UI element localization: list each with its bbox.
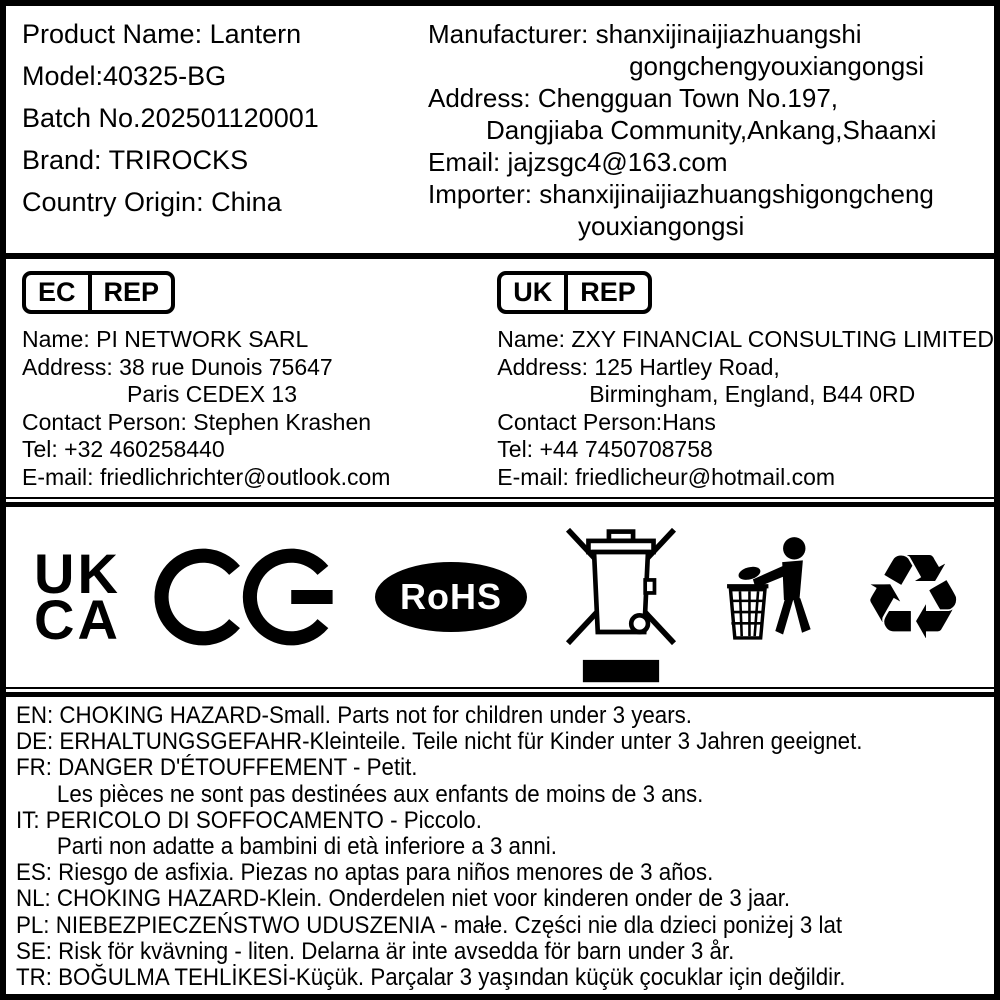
uk-rep-address-line1: Address: 125 Hartley Road,: [497, 353, 780, 380]
warning-line-es: ES: Riesgo de asfixia. Piezas no aptas para niños menores de 3 años.: [16, 859, 714, 887]
warning-line-de: DE: ERHALTUNGSGEFAHR-Kleinteile. Teile nicht für Kinder unter 3 Jahren geeignet.: [16, 728, 863, 756]
uk-rep-name: Name: ZXY FINANCIAL CONSULTING LIMITED: [497, 326, 994, 352]
warning-line-fr-2: Les pièces ne sont pas destinées aux enfants de moins de 3 ans.: [56, 780, 704, 808]
ec-rep-name: Name: PI NETWORK SARL: [22, 326, 309, 352]
importer-line2: youxiangongsi: [578, 211, 745, 241]
product-info-left-column: [6, 6, 422, 253]
rohs-mark-icon: [375, 562, 527, 632]
ec-rep-email: E-mail: friedlichrichter@outlook.com: [22, 463, 391, 490]
tidy-man-icon: [715, 528, 827, 666]
ec-rep-badge-icon: [22, 271, 175, 314]
warning-line-fr-1: FR: DANGER D'ÉTOUFFEMENT - Petit.: [16, 754, 418, 782]
product-info-section: [6, 6, 994, 253]
representatives-section: [6, 259, 994, 497]
section-divider: [6, 497, 994, 507]
product-name: Product Name: Lantern: [22, 19, 302, 49]
certification-marks-section: [6, 507, 994, 687]
warning-line-it-2: Parti non adatte a bambini di età inferiore a 3 anni.: [56, 833, 557, 861]
uk-rep-contact: Contact Person:Hans: [497, 408, 716, 435]
product-model: Model:40325-BG: [22, 61, 227, 91]
warning-line-tr: TR: BOĞULMA TEHLİKESİ-Küçük. Parçalar 3 yaşından küçük çocuklar için değildir.: [16, 964, 846, 992]
country-origin: Country Origin: China: [22, 187, 282, 217]
uk-rep-address-line2: Birmingham, England, B44 0RD: [589, 381, 916, 407]
uk-rep-tel: Tel: +44 7450708758: [497, 436, 713, 462]
ec-rep-block: [6, 259, 487, 497]
ec-rep-address-line1: Address: 38 rue Dunois 75647: [22, 353, 333, 380]
warning-line-it-1: IT: PERICOLO DI SOFFOCAMENTO - Piccolo.: [16, 806, 482, 834]
ukca-line1: UK: [34, 542, 121, 605]
batch-number: Batch No.202501120001: [22, 103, 319, 133]
uk-rep-badge-right: REP: [580, 277, 636, 307]
manufacturer-line2: gongchengyouxiangongsi: [629, 51, 924, 81]
uk-rep-block: [487, 259, 994, 497]
ce-mark-icon: [154, 538, 342, 656]
ukca-mark-icon: [34, 542, 121, 651]
warning-line-en: EN: CHOKING HAZARD-Small. Parts not for children under 3 years.: [16, 702, 693, 729]
manufacturer-email: Email: jajzsgc4@163.com: [428, 147, 728, 177]
warning-line-pl: PL: NIEBEZPIECZEŃSTWO UDUSZENIA - małe. Części nie dla dzieci poniżej 3 lat: [16, 911, 843, 939]
rohs-label: RoHS: [400, 576, 503, 617]
ec-rep-address-line2: Paris CEDEX 13: [127, 381, 298, 407]
ec-rep-tel: Tel: +32 460258440: [22, 436, 225, 462]
warnings-text-block: [16, 703, 994, 991]
uk-rep-badge-icon: [497, 271, 652, 314]
warning-line-se: SE: Risk för kvävning - liten. Delarna är inte avsedda för barn under 3 år.: [16, 937, 735, 965]
choking-hazard-warnings-section: [6, 697, 994, 1000]
warning-line-nl: NL: CHOKING HAZARD-Klein. Onderdelen niet voor kinderen onder de 3 jaar.: [16, 885, 791, 913]
weee-crossed-bin-icon: [560, 513, 682, 685]
importer-line1: Importer: shanxijinaijiazhuangshigongcheng: [428, 179, 934, 209]
ec-rep-badge-right: REP: [103, 277, 160, 307]
ec-rep-details: [22, 326, 487, 491]
manufacturer-info-column: [422, 6, 994, 253]
manufacturer-address-line1: Address: Chengguan Town No.197,: [428, 83, 839, 113]
manufacturer-address-line2: Dangjiaba Community,Ankang,Shaanxi: [486, 115, 937, 145]
brand: Brand: TRIROCKS: [22, 145, 249, 175]
section-divider: [6, 687, 994, 697]
ukca-line2: CA: [34, 588, 121, 651]
uk-rep-details: [497, 326, 994, 491]
manufacturer-line1: Manufacturer: shanxijinaijiazhuangshi: [428, 19, 862, 49]
recycle-icon: ♻: [860, 528, 966, 666]
ec-rep-contact: Contact Person: Stephen Krashen: [22, 408, 372, 435]
uk-rep-badge-left: UK: [501, 275, 568, 310]
ec-rep-badge-left: EC: [26, 275, 92, 310]
uk-rep-email: E-mail: friedlicheur@hotmail.com: [497, 463, 836, 490]
